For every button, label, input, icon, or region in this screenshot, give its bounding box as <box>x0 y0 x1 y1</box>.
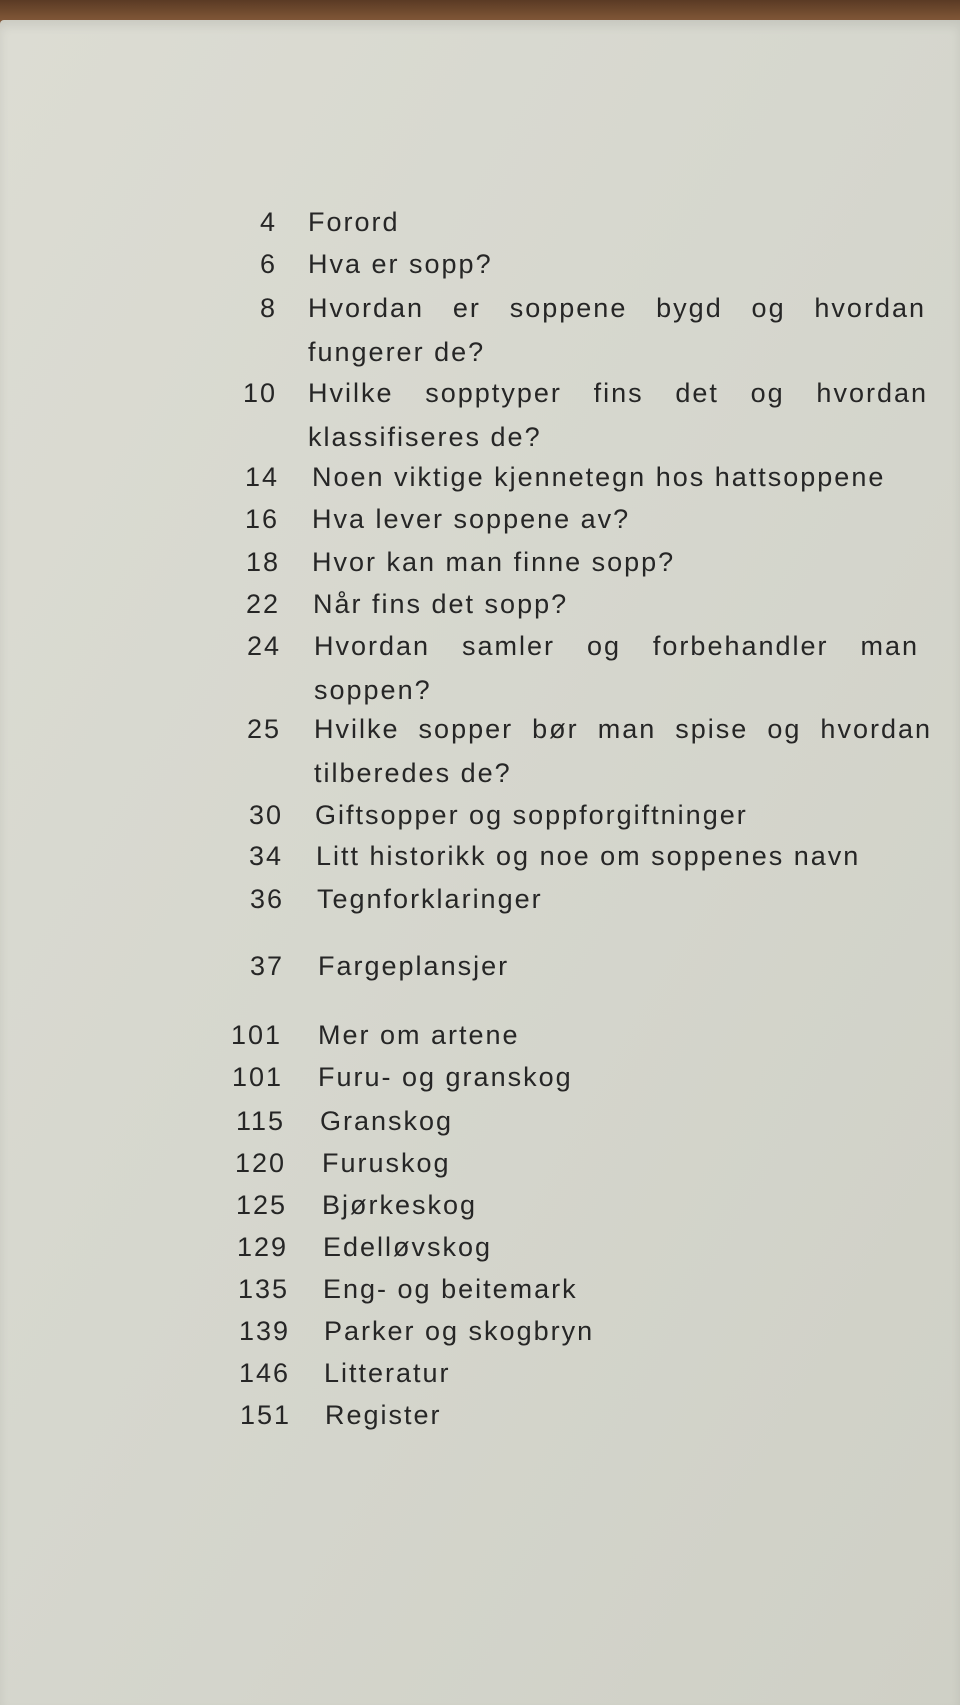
toc-title: Granskog <box>320 1106 454 1136</box>
toc-title-continuation: tilberedes de? <box>314 758 512 788</box>
toc-page-number: 139 <box>238 1316 290 1346</box>
toc-page-number: 36 <box>249 884 284 914</box>
toc-title: Eng- og beitemark <box>323 1274 578 1304</box>
toc-title: Hvilke sopptyper fins det og hvordan <box>308 378 928 408</box>
toc-page-number: 101 <box>230 1020 282 1050</box>
toc-title: Litteratur <box>324 1358 451 1388</box>
toc-title: Furu- og granskog <box>318 1062 573 1092</box>
toc-title: Fargeplansjer <box>318 951 510 981</box>
toc-page-number: 18 <box>245 547 280 577</box>
toc-title: Parker og skogbryn <box>324 1316 595 1346</box>
toc-page-number: 14 <box>244 462 279 492</box>
toc-title: Noen viktige kjennetegn hos hattsoppene <box>312 462 886 492</box>
toc-title: Hvor kan man finne sopp? <box>312 547 676 577</box>
toc-page-number: 10 <box>242 378 277 408</box>
book-page <box>0 20 960 1705</box>
toc-title: Register <box>325 1400 442 1430</box>
toc-title: Tegnforklaringer <box>317 884 543 914</box>
toc-page-number: 30 <box>248 800 283 830</box>
toc-title: Forord <box>308 207 400 237</box>
toc-page-number: 25 <box>246 714 281 744</box>
toc-title: Hva lever soppene av? <box>312 504 631 534</box>
toc-page-number: 101 <box>231 1062 283 1092</box>
toc-title: Furuskog <box>322 1148 451 1178</box>
toc-page-number: 37 <box>249 951 284 981</box>
toc-page-number: 8 <box>259 293 277 323</box>
toc-title-continuation: klassifiseres de? <box>308 422 542 452</box>
toc-title: Edelløvskog <box>323 1232 493 1262</box>
toc-page-number: 151 <box>239 1400 291 1430</box>
toc-page-number: 115 <box>235 1106 285 1136</box>
toc-page-number: 135 <box>237 1274 289 1304</box>
toc-title: Når fins det sopp? <box>313 589 569 619</box>
toc-page-number: 24 <box>246 631 281 661</box>
toc-title: Hvilke sopper bør man spise og hvordan <box>314 714 932 744</box>
toc-title-continuation: fungerer de? <box>308 337 486 367</box>
toc-page-number: 4 <box>259 207 277 237</box>
toc-title: Hvordan er soppene bygd og hvordan <box>308 293 926 323</box>
toc-page-number: 129 <box>236 1232 288 1262</box>
toc-title-continuation: soppen? <box>314 675 432 705</box>
toc-title: Mer om artene <box>318 1020 520 1050</box>
toc-title: Litt historikk og noe om soppenes navn <box>316 841 861 871</box>
toc-page-number: 22 <box>245 589 280 619</box>
toc-title: Hvordan samler og forbehandler man <box>314 631 919 661</box>
toc-title: Giftsopper og soppforgiftninger <box>315 800 748 830</box>
toc-page-number: 120 <box>234 1148 286 1178</box>
toc-title: Hva er sopp? <box>308 249 493 279</box>
toc-page-number: 6 <box>259 249 277 279</box>
toc-page-number: 125 <box>235 1190 287 1220</box>
toc-page-number: 34 <box>248 841 283 871</box>
toc-title: Bjørkeskog <box>322 1190 478 1220</box>
toc-page-number: 16 <box>244 504 279 534</box>
toc-page-number: 146 <box>238 1358 290 1388</box>
